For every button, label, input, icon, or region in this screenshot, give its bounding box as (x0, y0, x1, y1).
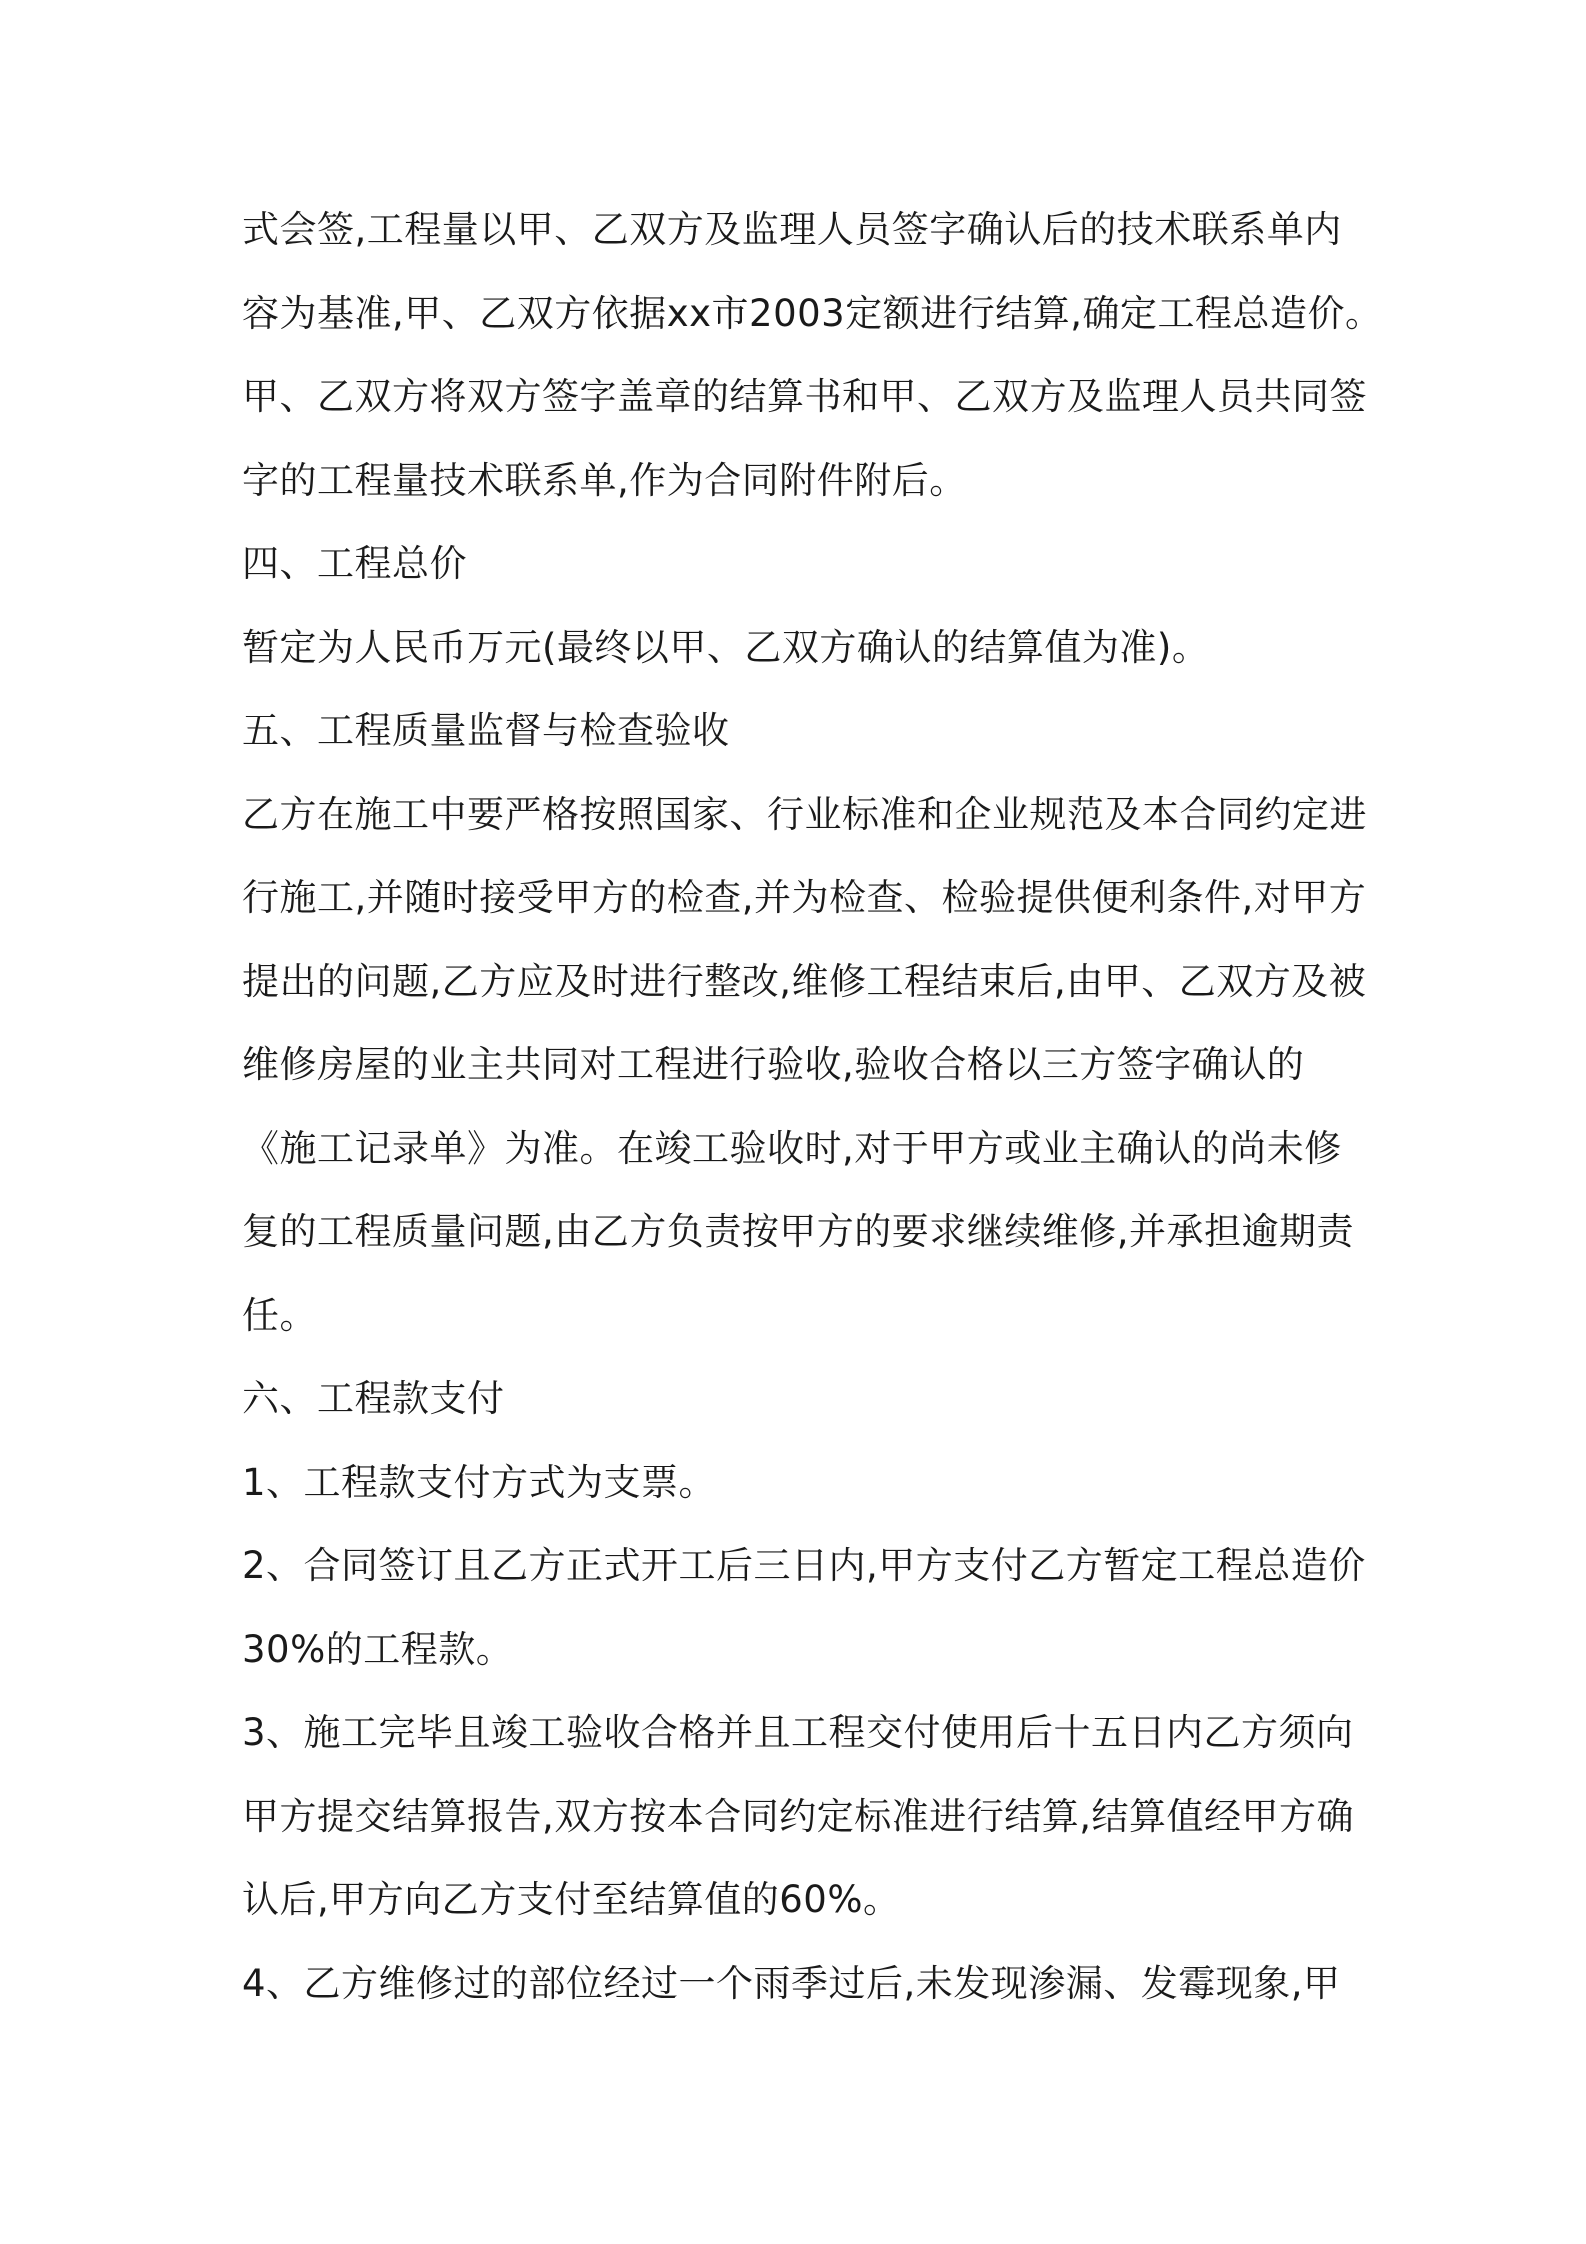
paragraph-line: 提出的问题,乙方应及时进行整改,维修工程结束后,由甲、乙双方及被 (242, 959, 1367, 1003)
section-heading-payment: 六、工程款支付 (242, 1377, 505, 1420)
paragraph-line: 行施工,并随时接受甲方的检查,并为检查、检验提供便利条件,对甲方 (242, 876, 1367, 919)
contract-text-body (242, 188, 1383, 2025)
paragraph-line: 复的工程质量问题,由乙方负责按甲方的要求继续维修,并承担逾期责 (242, 1210, 1355, 1253)
list-item-1: 1、工程款支付方式为支票。 (242, 1460, 717, 1504)
paragraph-line: 甲方提交结算报告,双方按本合同约定标准进行结算,结算值经甲方确 (242, 1794, 1355, 1838)
paragraph-line: 暂定为人民币万元(最终以甲、乙双方确认的结算值为准)。 (242, 625, 1210, 669)
paragraph-line: 式会签,工程量以甲、乙双方及监理人员签字确认后的技术联系单内 (242, 208, 1342, 251)
section-heading-total-price: 四、工程总价 (242, 542, 467, 585)
paragraph-line: 认后,甲方向乙方支付至结算值的60%。 (242, 1878, 901, 1921)
paragraph-line: 乙方在施工中要严格按照国家、行业标准和企业规范及本合同约定进 (242, 792, 1367, 836)
paragraph-line: 字的工程量技术联系单,作为合同附件附后。 (242, 458, 967, 502)
paragraph-line: 《施工记录单》为准。在竣工验收时,对于甲方或业主确认的尚未修 (242, 1126, 1342, 1170)
list-item-3: 3、施工完毕且竣工验收合格并且工程交付使用后十五日内乙方须向 (242, 1711, 1354, 1754)
section-heading-quality-inspection: 五、工程质量监督与检查验收 (242, 709, 730, 752)
paragraph-line: 甲、乙双方将双方签字盖章的结算书和甲、乙双方及监理人员共同签 (242, 375, 1367, 418)
paragraph-line: 容为基准,甲、乙双方依据xx市2003定额进行结算,确定工程总造价。 (242, 291, 1383, 335)
list-item-4: 4、乙方维修过的部位经过一个雨季过后,未发现渗漏、发霉现象,甲 (242, 1961, 1341, 2005)
paragraph-line: 30%的工程款。 (242, 1627, 514, 1671)
paragraph-line: 维修房屋的业主共同对工程进行验收,验收合格以三方签字确认的 (242, 1043, 1305, 1086)
paragraph-line: 任。 (242, 1293, 317, 1337)
list-item-2: 2、合同签订且乙方正式开工后三日内,甲方支付乙方暂定工程总造价 (242, 1544, 1366, 1587)
